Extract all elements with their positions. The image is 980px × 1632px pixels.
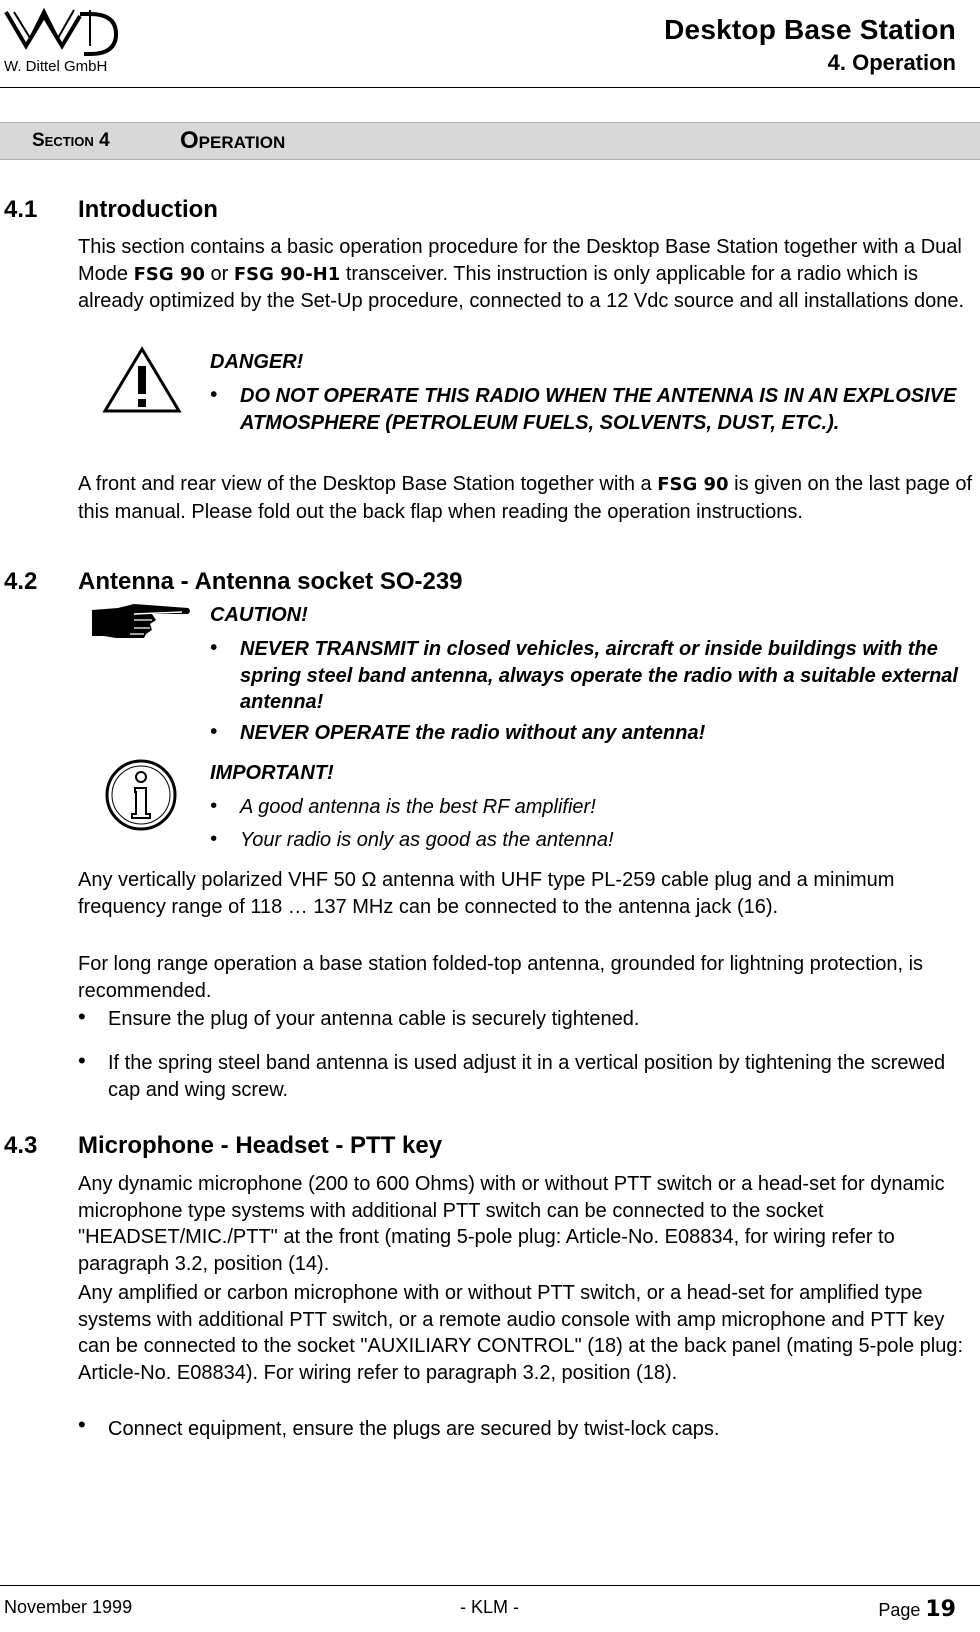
bullet: • [78, 1412, 86, 1437]
section-title: Operation [180, 127, 286, 154]
paragraph: Any vertically polarized VHF 50 Ω antenna with UHF type PL-259 cable plug and a minimum frequency range of 118 … 137 MHz can be connected to the antenna jack (16). [78, 869, 895, 918]
caution-item: NEVER TRANSMIT in closed vehicles, aircraft or inside buildings with the spring steel band antenna, always operate the radio with a suitable external antenna! [240, 638, 958, 713]
pointing-hand-icon [90, 602, 194, 647]
page-number: Page 19 [878, 1597, 956, 1622]
caution-heading: CAUTION! [210, 604, 308, 626]
bullet: • [78, 1004, 86, 1029]
bullet: • [210, 721, 218, 743]
product-name: FSG 90 [657, 474, 729, 495]
danger-text: DO NOT OPERATE THIS RADIO WHEN THE ANTENNA IS IN AN EXPLOSIVE ATMOSPHERE (PETROLEUM FUELS, SOLVENTS, DUST, ETC.). [240, 385, 957, 434]
heading-title: Antenna - Antenna socket SO-239 [78, 568, 463, 595]
important-heading: IMPORTANT! [210, 762, 334, 784]
heading-number: 4.2 [4, 568, 38, 595]
chapter-title: 4. Operation [827, 50, 956, 75]
paragraph: This section contains a basic operation procedure for the Desktop Base Station together with a Dual Mode FSG 90 or FSG 90-H1 transceiver. This instruction is only applicable for a radio which is already optimized by the Set-Up procedure, connected to a 12 Vdc source and all installations done. [78, 236, 965, 312]
list-item: Ensure the plug of your antenna cable is securely tightened. [108, 1008, 640, 1030]
paragraph: Any amplified or carbon microphone with or without PTT switch, or a head-set for amplified type systems with additional PTT switch, or a remote audio console with amp microphone and PTT key can be connected to the socket "AUXILIARY CONTROL" (18) at the back panel (mating 5-pole plug: Article-No. E08834). For wiring refer to paragraph 3.2, position (18). [78, 1282, 964, 1384]
footer-rule [0, 1585, 980, 1586]
heading-title: Microphone - Headset - PTT key [78, 1132, 443, 1159]
bullet: • [210, 637, 218, 659]
heading-number: 4.1 [4, 196, 38, 223]
important-item: A good antenna is the best RF amplifier! [240, 796, 596, 818]
product-name: FSG 90-H1 [233, 263, 341, 285]
footer-center: - KLM - [460, 1597, 520, 1617]
important-item: Your radio is only as good as the antenna! [240, 829, 614, 851]
section-number: Section 4 [32, 130, 110, 151]
logo-icon [4, 6, 122, 58]
product-name: FSG 90 [133, 263, 205, 285]
bullet: • [78, 1048, 86, 1073]
heading-title: Introduction [78, 196, 218, 223]
document-title: Desktop Base Station [664, 14, 956, 45]
paragraph: For long range operation a base station folded-top antenna, grounded for lightning protection, is recommended. [78, 953, 924, 1002]
danger-icon [102, 346, 182, 419]
heading-number: 4.3 [4, 1132, 38, 1159]
list-item: Connect equipment, ensure the plugs are secured by twist-lock caps. [108, 1418, 720, 1440]
company-logo [4, 6, 122, 58]
list-item: If the spring steel band antenna is used adjust it in a vertical position by tightening the screwed cap and wing screw. [108, 1052, 946, 1101]
bullet: • [210, 795, 218, 817]
bullet: • [210, 828, 218, 850]
info-icon [104, 758, 178, 837]
paragraph: A front and rear view of the Desktop Base Station together with a FSG 90 is given on the last page of this manual. Please fold out the back flap when reading the operation instructions. [78, 473, 973, 523]
paragraph: Any dynamic microphone (200 to 600 Ohms) with or without PTT switch or a head-set for dynamic microphone type systems with additional PTT switch can be connected to the socket "HEADSET/MIC./PTT" at the front (mating 5-pole plug: Article-No. E08834, for wiring refer to paragraph 3.2, position (14). [78, 1173, 945, 1275]
bullet: • [210, 384, 218, 406]
caution-item: NEVER OPERATE the radio without any antenna! [240, 722, 706, 744]
company-name: W. Dittel GmbH [4, 58, 108, 75]
footer-date: November 1999 [4, 1597, 133, 1617]
danger-heading: DANGER! [210, 351, 304, 373]
section-banner [0, 122, 980, 160]
header-rule [0, 87, 980, 88]
